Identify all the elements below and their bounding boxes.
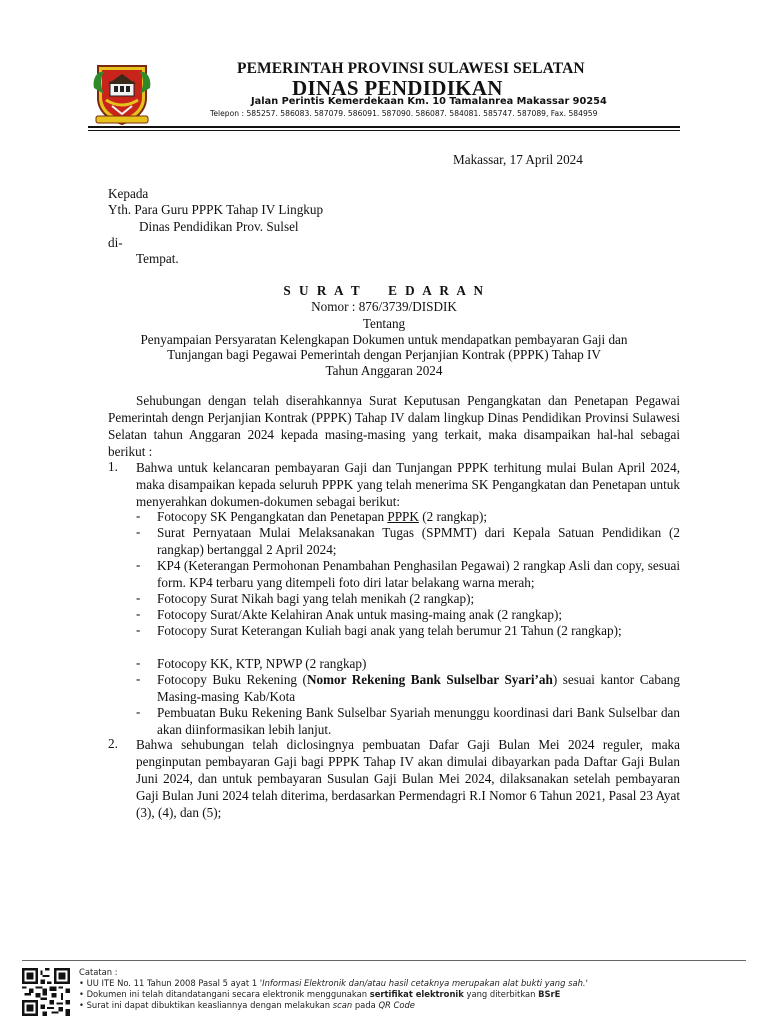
list-dash: - [136, 508, 141, 523]
letterhead-address: Jalan Perintis Kemerdekaan Km. 10 Tamalanrea Makassar 90254 [251, 96, 607, 107]
footer-note-signature: • Dokumen ini telah ditandatangani secara elektronik menggunakan sertifikat elektronik yang diterbitkan BSrE [79, 989, 561, 999]
list-dash: - [136, 590, 141, 605]
qr-code [22, 968, 70, 1016]
recipient-line1: Yth. Para Guru PPPK Tahap IV Lingkup [108, 202, 324, 217]
sulsel-province-emblem [92, 60, 152, 126]
footer-rule [22, 960, 746, 961]
subitem-spmmt: Surat Pernyataan Mulai Melaksanakan Tugas (SPMMT) dari Kepala Satuan Pendidikan (2 rangkap) bertanggal 2 April 2024; [157, 525, 680, 557]
list-dash: - [136, 622, 141, 637]
intro-paragraph: Sehubungan dengan telah diserahkannya Surat Keputusan Pengangkatan dan Penetapan Pegawai Pemerintah dengn Perjanjian Kontrak (PPPK) Tahap IV dalam lingkup Dinas Pendidikan Provinsi Sulawesi Selatan tahun Anggaran 2024 kepada masing-masing yang terkait, maka disampaikan hal-hal sebagai berikut : [108, 393, 680, 459]
item-text: Bahwa untuk kelancaran pembayaran Gaji dan Tunjangan PPPK terhitung mulai Bulan April 2024, maka disampaikan kepada seluruh PPPK yang telah menerima SK Pengangkatan dan Penetapan untuk menyerahkan dokumen-dokumen sebagai berikut: [136, 460, 680, 509]
subitem-kk-ktp: Fotocopy KK, KTP, NPWP (2 rangkap) [157, 656, 367, 671]
recipient-di: di- [108, 235, 123, 250]
item-text: Bahwa sehubungan telah diclosingnya pembuatan Dafar Gaji Bulan Mei 2024 reguler, maka penginputan pembayaran Gaji bagi PPPK Tahap IV akan dimulai dibayarkan pada Daftar Gaji Bulan Juni 2024, dan untuk pembayaran Susulan Gaji Bulan Mei 2024, dilaksanakan setelah pembayaran Gaji Bulan Juni 2024 telah diterima, berdasarkan Permendagri R.I Nomor 6 Tahun 2021, Pasal 23 Ayat (3), (4), dan (5); [136, 737, 680, 820]
list-dash: - [136, 557, 141, 572]
footer-catatan: Catatan : [79, 967, 118, 977]
subitem-kp4: KP4 (Keterangan Permohonan Penambahan Penghasilan Pegawai) 2 rangkap Asli dan copy, sesuai form. KP4 terbaru yang ditempeli foto diri latar belakang warna merah; [157, 558, 680, 590]
subitem-bank-account: Pembuatan Buku Rekening Bank Sulselbar Syariah menunggu koordinasi dari Bank Sulselbar dan akan diinformasikan lebih lanjut. [157, 705, 680, 737]
item-number: 1. [108, 459, 118, 474]
letter-subject-line1: Penyampaian Persyaratan Kelengkapan Dokumen untuk mendapatkan pembayaran Gaji dan [140, 332, 628, 347]
list-dash: - [136, 704, 141, 719]
subitem-sk-copy: Fotocopy SK Pengangkatan dan Penetapan PPPK (2 rangkap); [157, 509, 488, 524]
letterhead-office: DINAS PENDIDIKAN [292, 76, 503, 100]
item-number: 2. [108, 736, 118, 751]
list-dash: - [136, 655, 141, 670]
letter-subject-line3: Tahun Anggaran 2024 [325, 363, 443, 378]
letter-tentang: Tentang [362, 316, 406, 331]
letterhead-government: PEMERINTAH PROVINSI SULAWESI SELATAN [237, 60, 585, 77]
subitem-birth-cert: Fotocopy Surat/Akte Kelahiran Anak untuk masing-maing anak (2 rangkap); [157, 607, 563, 622]
list-dash: - [136, 671, 141, 686]
list-dash: - [136, 606, 141, 621]
list-dash: - [136, 524, 141, 539]
recipient-line2: Dinas Pendidikan Prov. Sulsel [139, 219, 299, 234]
recipient-tempat: Tempat. [136, 251, 179, 266]
subitem-bank-book: Fotocopy Buku Rekening (Nomor Rekening Bank Sulselbar Syari’ah) sesuai kantor Cabang Masing-masing Kab/Kota [157, 672, 680, 704]
subitem-college: Fotocopy Surat Keterangan Kuliah bagi anak yang telah berumur 21 Tahun (2 rangkap); [157, 623, 622, 638]
recipient-kepada: Kepada [108, 186, 149, 201]
letterhead-rule-thin [88, 130, 680, 131]
letter-date: Makassar, 17 April 2024 [453, 152, 583, 167]
letter-title: S U R A T E D A R A N [283, 283, 485, 298]
letterhead-rule-thick [88, 126, 680, 128]
footer-note-uu-ite: • UU ITE No. 11 Tahun 2008 Pasal 5 ayat 1 'Informasi Elektronik dan/atau hasil cetaknya merupakan alat bukti yang sah.' [79, 978, 588, 988]
letter-subject-line2: Tunjangan bagi Pegawai Pemerintah dengan Perjanjian Kontrak (PPPK) Tahap IV [167, 347, 601, 362]
subitem-marriage: Fotocopy Surat Nikah bagi yang telah menikah (2 rangkap); [157, 591, 475, 606]
footer-note-qr: • Surat ini dapat dibuktikan keasliannya dengan melakukan scan pada QR Code [79, 1000, 415, 1010]
letter-number: Nomor : 876/3739/DISDIK [311, 299, 457, 314]
letterhead-phone: Telepon : 585257. 586083. 587079. 586091. 587090. 586087. 584081. 585747. 587089, Fax. 584959 [210, 109, 598, 118]
